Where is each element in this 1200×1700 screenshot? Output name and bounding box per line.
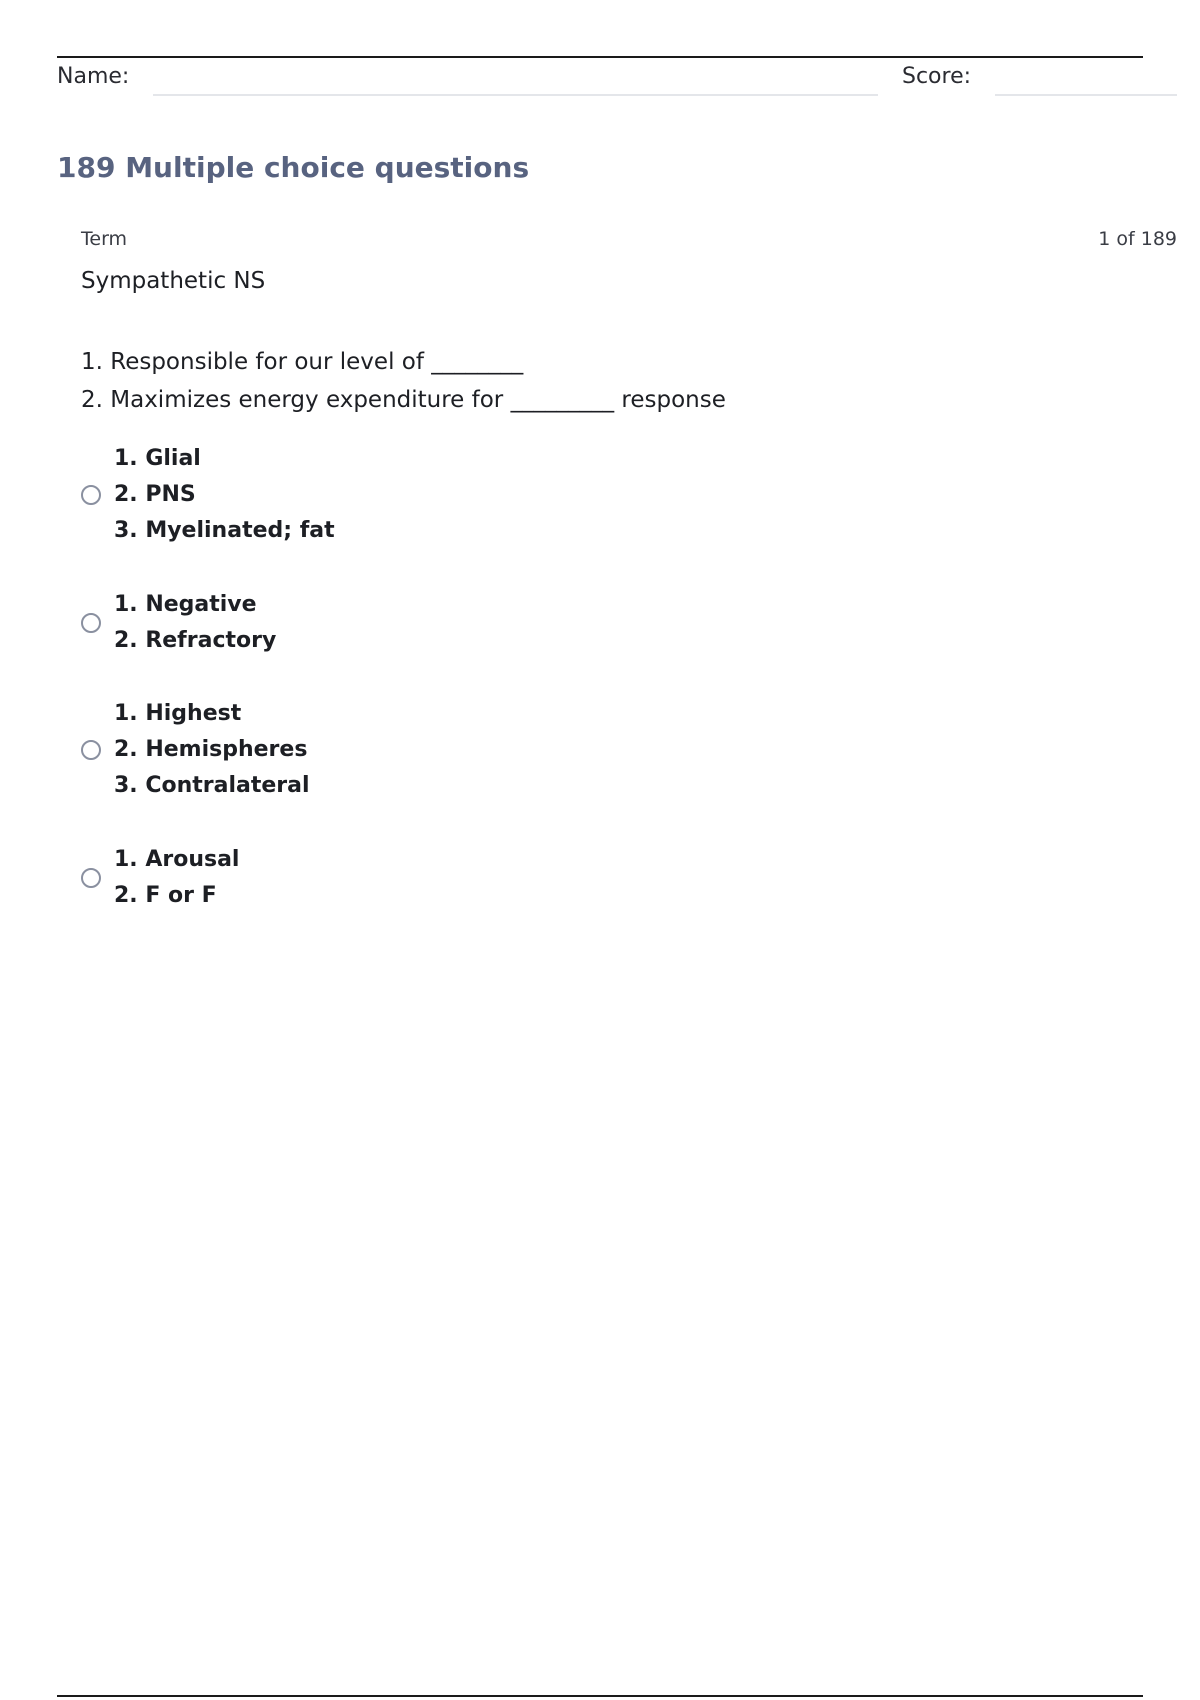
option-line: 2. F or F xyxy=(114,883,217,908)
option-line: 1. Arousal xyxy=(114,847,240,872)
term-text: Sympathetic NS xyxy=(81,268,266,294)
option-line: 1. Glial xyxy=(114,446,201,471)
bottom-rule xyxy=(57,1695,1143,1697)
radio-button-icon[interactable] xyxy=(81,485,101,505)
option-text xyxy=(114,696,310,804)
question-counter: 1 of 189 xyxy=(1098,228,1177,250)
option-text xyxy=(114,441,335,549)
top-rule xyxy=(57,56,1143,58)
name-label: Name: xyxy=(57,64,130,89)
radio-button-icon[interactable] xyxy=(81,613,101,633)
radio-button-icon[interactable] xyxy=(81,868,101,888)
option-text xyxy=(114,587,276,659)
answer-option-2[interactable] xyxy=(81,587,276,659)
answer-option-1[interactable] xyxy=(81,441,335,549)
prompt-line: 2. Maximizes energy expenditure for _________ response xyxy=(81,387,726,413)
option-text xyxy=(114,842,239,914)
name-field-line xyxy=(153,94,878,96)
option-line: 3. Myelinated; fat xyxy=(114,518,335,543)
option-line: 2. PNS xyxy=(114,482,196,507)
answer-option-3[interactable] xyxy=(81,696,310,804)
score-label: Score: xyxy=(902,64,972,89)
option-line: 2. Hemispheres xyxy=(114,737,308,762)
option-line: 3. Contralateral xyxy=(114,773,310,798)
option-line: 2. Refractory xyxy=(114,628,277,653)
page-title: 189 Multiple choice questions xyxy=(57,151,530,184)
score-field-line xyxy=(995,94,1177,96)
answer-option-4[interactable] xyxy=(81,842,239,914)
radio-button-icon[interactable] xyxy=(81,740,101,760)
option-line: 1. Highest xyxy=(114,701,242,726)
question-prompt xyxy=(81,343,726,419)
term-label: Term xyxy=(81,228,128,250)
prompt-line: 1. Responsible for our level of ________ xyxy=(81,349,524,375)
option-line: 1. Negative xyxy=(114,592,257,617)
